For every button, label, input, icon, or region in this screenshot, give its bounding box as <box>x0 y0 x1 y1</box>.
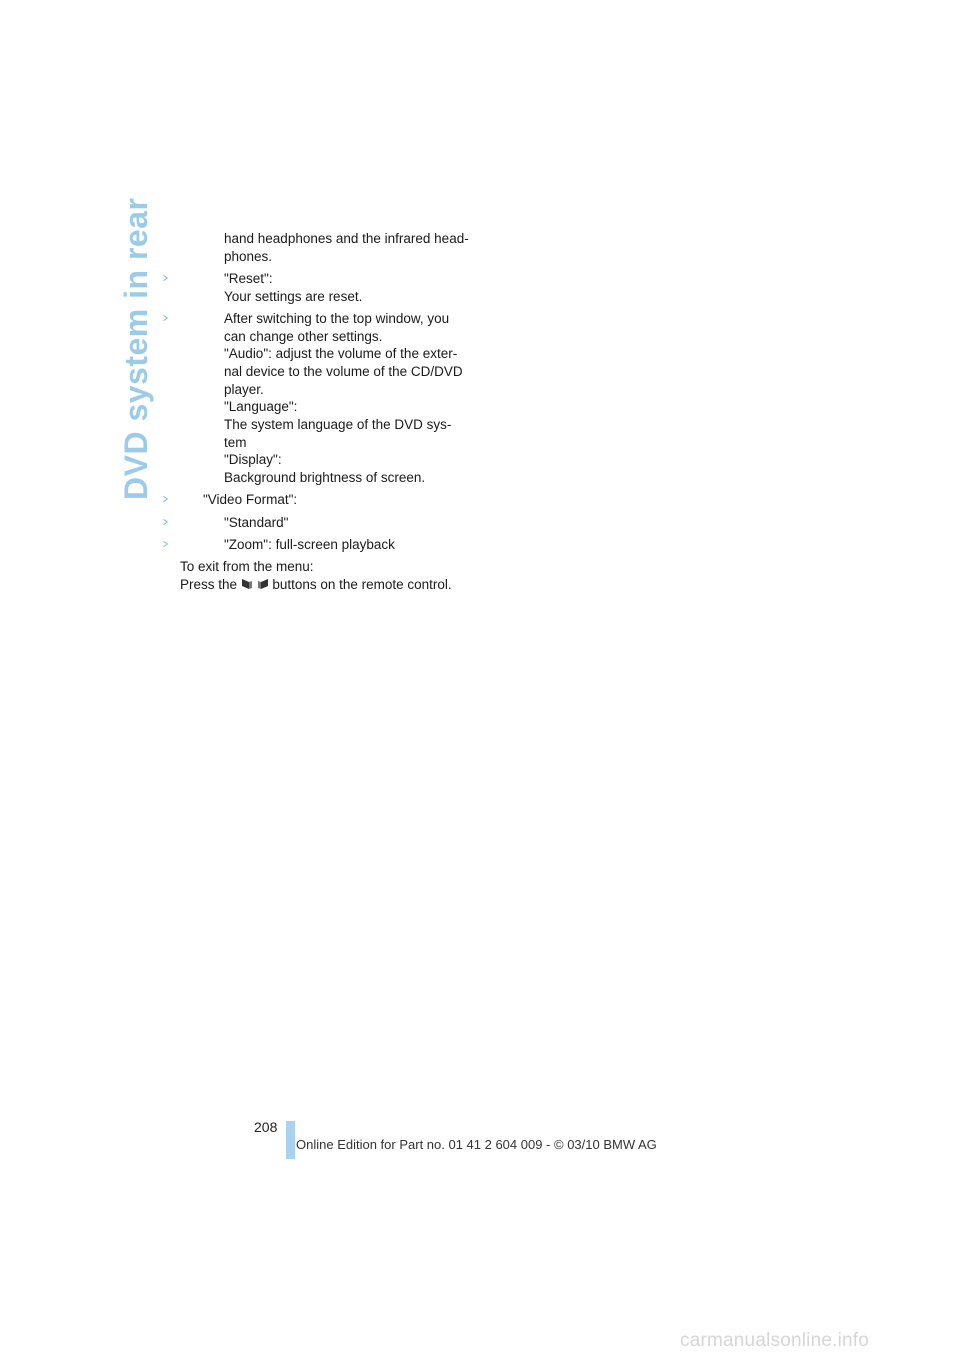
footer-accent-bar <box>286 1121 295 1159</box>
text-line: can change other settings. <box>224 328 383 344</box>
text-line: hand headphones and the infrared head- <box>224 231 469 246</box>
bullet-marker: > <box>163 514 168 529</box>
list-item-zoom <box>163 536 480 554</box>
page-number: 208 <box>254 1119 278 1135</box>
text-line: tem <box>224 434 247 450</box>
text-line: The system language of the DVD sys- <box>224 417 452 433</box>
list-item-reset <box>163 270 480 305</box>
remote-left-button-icon <box>241 577 253 591</box>
list-item-video-format <box>163 491 480 509</box>
bullet-marker: > <box>163 310 168 325</box>
text-line: "Display": <box>224 452 282 468</box>
text-line: "Zoom": full-screen playback <box>224 536 395 552</box>
section-title: DVD system in rear <box>118 197 154 500</box>
bullet-marker: > <box>163 270 168 285</box>
edition-text: Online Edition for Part no. 01 41 2 604 009 - © 03/10 BMW AG <box>296 1137 657 1152</box>
text-line: "Reset": <box>224 270 273 286</box>
exit-instructions <box>180 558 480 593</box>
text-line: "Video Format": <box>203 492 298 508</box>
watermark: carmanualsonline.info <box>680 1330 870 1351</box>
text-line: phones. <box>224 248 273 264</box>
text-line: After switching to the top window, you <box>224 310 450 326</box>
text-line: "Language": <box>224 399 298 415</box>
text-line: Background brightness of screen. <box>224 470 426 486</box>
continuation-text <box>180 230 480 265</box>
text-line: player. <box>224 381 264 397</box>
press-suffix: buttons on the remote control. <box>272 576 452 592</box>
press-prefix: Press the <box>180 576 238 592</box>
text-line <box>180 576 480 594</box>
text-line: Your settings are reset. <box>224 288 363 304</box>
text-line: "Standard" <box>224 514 289 530</box>
bullet-marker: > <box>163 492 168 507</box>
list-item-standard <box>163 514 480 532</box>
bullet-marker: > <box>163 536 168 551</box>
list-item-other-settings <box>163 310 480 487</box>
text-line: "Audio": adjust the volume of the exter- <box>224 346 458 362</box>
text-line: To exit from the menu: <box>180 558 314 574</box>
manual-content <box>163 230 480 593</box>
remote-right-button-icon <box>257 577 269 591</box>
text-line: nal device to the volume of the CD/DVD <box>224 363 463 379</box>
